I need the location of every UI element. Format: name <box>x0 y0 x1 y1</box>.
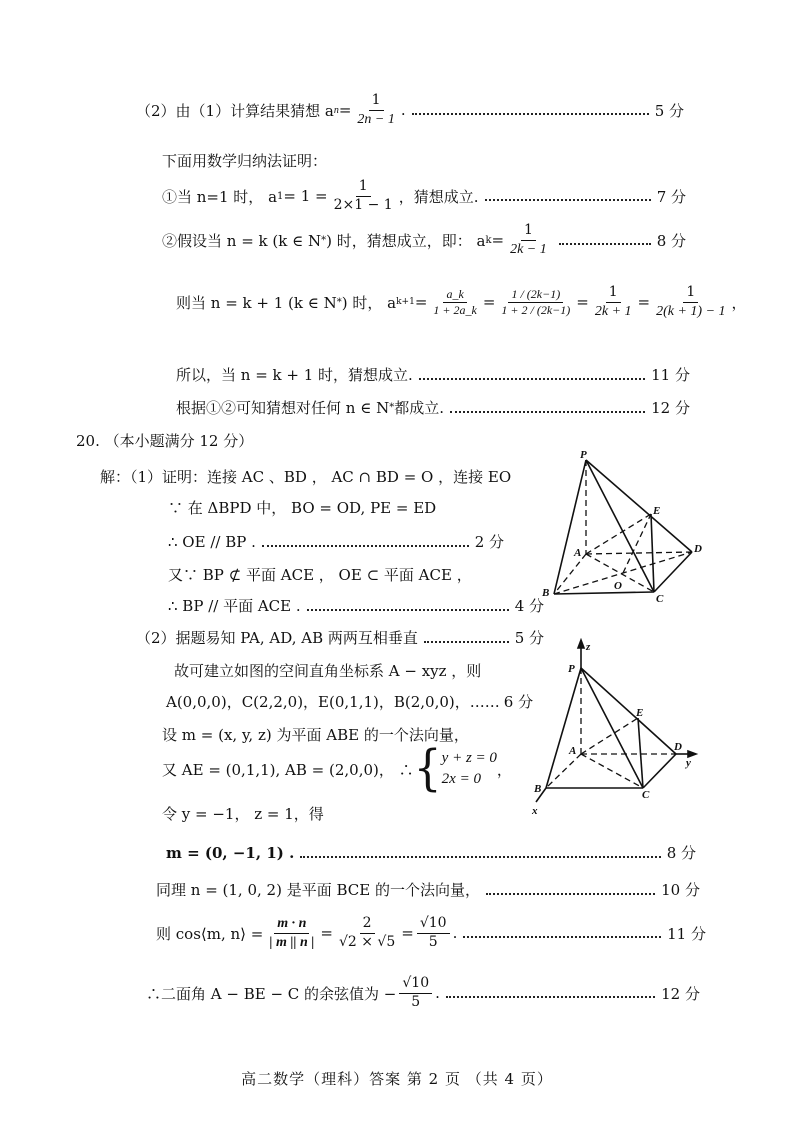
score-label: 11 分 <box>667 924 706 943</box>
seg-oe <box>623 514 651 573</box>
score-label: 7 分 <box>656 187 686 206</box>
cos-fraction-1: $\frac{m \cdot n}{| m || n |}$ <box>269 916 315 950</box>
leader-dots <box>307 609 509 611</box>
score-label: 11 分 <box>651 366 690 384</box>
leader-dots <box>262 545 469 547</box>
step-fraction-3: $\frac{1}{2k + 1}$ <box>594 284 632 319</box>
q20-line-15: ∴二面角 A − BE − C 的余弦值为 − $\frac{√10}{5}$ . 12 分 <box>146 975 700 1010</box>
q20-line-2: ∵ 在 ΔBPD 中， BO = OD, PE = ED <box>168 499 437 517</box>
edge-ad <box>586 552 692 554</box>
label-b: B <box>542 587 550 599</box>
leader-dots <box>485 199 651 201</box>
answer-fraction: $\frac{√10}{5}$ <box>399 975 432 1011</box>
label-c: C <box>642 789 650 801</box>
hypothesis-line: ②假设当 n = k (k ∈ N * ) 时，猜想成立，即： a k = $\frac{1}{2k - 1}$ 8 分 <box>162 222 686 257</box>
inductive-step-line: 则当 n = k + 1 (k ∈ N * ) 时， a k+1 = $\frac{a\_k}{1 + 2a\_k}$ = $\frac{1 / (2k-1)}{1 + 2 / (2k-1)}$ = $\frac{1}{2k + 1}$ = $\frac{1}{2(k + 1) - 1}$ ， <box>176 284 747 319</box>
edge-pb <box>546 668 581 788</box>
q20-line-5: ∴ BP // 平面 ACE . 4 分 <box>168 597 544 615</box>
score-label: 12 分 <box>661 984 700 1003</box>
edge-pc <box>581 668 643 788</box>
label-e: E <box>636 707 644 719</box>
label-e: E <box>653 505 661 517</box>
edge-cd <box>643 754 676 788</box>
z-arrow-icon <box>578 640 584 648</box>
edge-pd <box>586 460 692 552</box>
q20-line-3: ∴ OE // BP . 2 分 <box>168 532 504 551</box>
base-fraction: $\frac{1}{2\times 1 - 1}$ <box>333 178 393 213</box>
score-label: 12 分 <box>651 399 690 417</box>
label-b: B <box>534 783 542 795</box>
q20-line-10: 又 AE = (0,1,1), AB = (2,0,0)， ∴ { y + z = 0 2x = 0 ， <box>162 740 512 797</box>
leader-dots <box>486 893 655 895</box>
score-label: 8 分 <box>656 231 686 250</box>
q20-line-6: （2）据题易知 PA, AD, AB 两两互相垂直 5 分 <box>136 629 544 647</box>
edge-pd <box>581 668 676 754</box>
proof-intro: 下面用数学归纳法证明： <box>162 152 328 170</box>
page-footer: 高二数学（理科）答案 第 2 页 （共 4 页） <box>241 1070 553 1088</box>
final-claim-line: 根据①②可知猜想对任何 n ∈ N * 都成立. 12 分 <box>176 399 690 417</box>
score-label: 5 分 <box>654 101 684 120</box>
coordinate-figure-2 <box>526 638 702 818</box>
leader-dots <box>419 378 645 380</box>
pyramid-figure-1 <box>536 448 706 608</box>
label-a: A <box>574 547 582 559</box>
edge-pc <box>586 460 654 592</box>
label-o: O <box>614 580 622 592</box>
leader-dots <box>300 856 660 858</box>
edge-bc <box>554 592 654 594</box>
label-z: z <box>586 641 591 653</box>
step-fraction-2: $\frac{1 / (2k-1)}{1 + 2 / (2k-1)}$ <box>501 286 571 317</box>
q20-line-14: 则 cos⟨m, n⟩ = $\frac{m \cdot n}{| m || n |}$ = $\frac{2}{√2 \times √5}$ = $\frac{√10}{5}$ . 11 分 <box>156 915 706 950</box>
q20-line-9: 设 m = (x, y, z) 为平面 ABE 的一个法向量， <box>162 726 469 744</box>
q20-line-12: m = (0, −1, 1) . 8 分 <box>166 843 696 862</box>
label-d: D <box>694 543 702 555</box>
score-label: 5 分 <box>514 629 544 647</box>
brace-icon: { <box>413 740 442 797</box>
label-a: A <box>569 745 577 757</box>
step-fraction-1: $\frac{a\_k}{1 + 2a\_k}$ <box>433 286 477 317</box>
score-label: 6 分 <box>503 693 534 711</box>
score-label: 4 分 <box>514 597 544 615</box>
edge-ec <box>638 718 643 788</box>
label-y: y <box>686 757 691 769</box>
q20-line-11: 令 y = −1， z = 1，得 <box>162 805 324 823</box>
conjecture-line: （2）由（1）计算结果猜想 a n = $\frac{1}{2n - 1}$ . 5 分 <box>136 92 684 127</box>
label-p: P <box>580 449 587 461</box>
equation-system: { y + z = 0 2x = 0 <box>413 740 497 797</box>
score-label: 10 分 <box>661 881 700 899</box>
score-label: 2 分 <box>474 533 504 551</box>
label-p: P <box>568 663 575 675</box>
cos-fraction-2: $\frac{2}{√2 \times √5}$ <box>338 915 396 950</box>
q20-line-8: A(0,0,0)，C(2,2,0)，E(0,1,1)，B(2,0,0)，…… 6 分 <box>166 693 534 711</box>
an-fraction: $\frac{1}{2n - 1}$ <box>357 92 395 127</box>
q20-line-4: 又∵ BP ⊄ 平面 ACE ， OE ⊂ 平面 ACE ， <box>168 566 472 584</box>
leader-dots <box>424 641 509 643</box>
question-header: 20. （本小题满分 12 分） <box>76 432 254 450</box>
cos-fraction-3: $\frac{√10}{5}$ <box>417 915 450 951</box>
base-case-line: ①当 n=1 时， a 1 = 1 = $\frac{1}{2\times 1 - 1}$ ，猜想成立. 7 分 <box>162 178 686 213</box>
leader-dots <box>463 936 661 938</box>
label-x: x <box>532 805 538 817</box>
label-c: C <box>656 593 664 605</box>
conclusion-line: 所以，当 n = k + 1 时，猜想成立. 11 分 <box>176 366 690 384</box>
leader-dots <box>446 996 655 998</box>
score-label: 8 分 <box>666 844 696 862</box>
leader-dots <box>412 113 649 115</box>
leader-dots <box>559 243 651 245</box>
step-fraction-4: $\frac{1}{2(k + 1) - 1}$ <box>656 284 726 319</box>
q20-line-13: 同理 n = (1, 0, 2) 是平面 BCE 的一个法向量， 10 分 <box>156 881 700 899</box>
label-d: D <box>674 741 682 753</box>
q20-line-7: 故可建立如图的空间直角坐标系 A − xyz ，则 <box>174 662 482 680</box>
q20-line-1: 解：（1）证明：连接 AC 、BD ， AC ∩ BD = O ，连接 EO <box>100 468 512 486</box>
leader-dots <box>450 411 645 413</box>
hypothesis-fraction: $\frac{1}{2k - 1}$ <box>510 222 547 257</box>
